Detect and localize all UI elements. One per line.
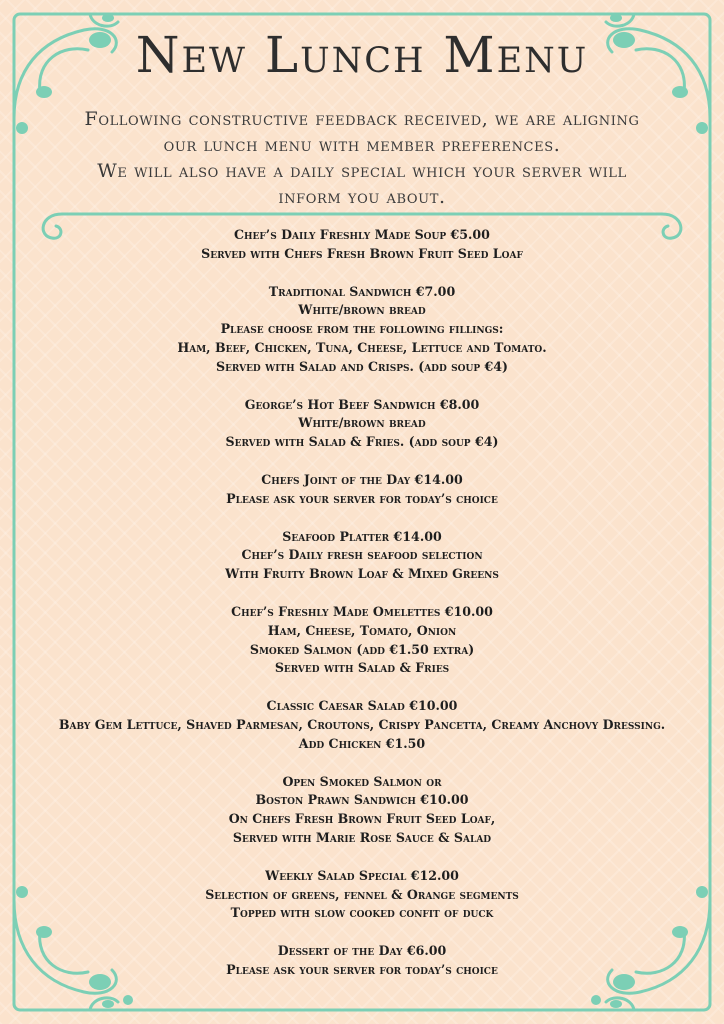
- menu-item-title: Weekly Salad Special €12.00: [265, 867, 459, 883]
- menu-item-title: Chef’s Freshly Made Omelettes €10.00: [231, 603, 493, 619]
- intro-line: our lunch menu with member preferences.: [163, 134, 561, 156]
- menu-item-detail: Please ask your server for today’s choice: [226, 961, 498, 977]
- menu-item-detail: Please ask your server for today’s choice: [226, 490, 498, 506]
- menu-item-title: Dessert of the Day €6.00: [277, 943, 447, 959]
- menu-item: [8, 471, 716, 509]
- menu-item-detail: Please choose from the following fillings:: [220, 321, 504, 337]
- menu-item-detail: Add Chicken €1.50: [298, 735, 426, 751]
- menu-item-detail: Ham, Cheese, Tomato, Onion: [267, 622, 457, 638]
- menu-item: [8, 942, 716, 980]
- menu-item-detail: Boston Prawn Sandwich €10.00: [255, 792, 469, 808]
- menu-item-title: Traditional Sandwich €7.00: [268, 283, 456, 299]
- menu-item-detail: Served with Chefs Fresh Brown Fruit Seed Loaf: [201, 245, 523, 261]
- menu-item: [8, 697, 716, 753]
- menu-item: [8, 528, 716, 584]
- menu-item-detail: White/brown bread: [298, 415, 426, 431]
- menu-item: [8, 867, 716, 923]
- menu-item-title: Chef’s Daily Freshly Made Soup €5.00: [234, 227, 490, 242]
- intro-line: Following constructive feedback received, we are aligning: [84, 108, 640, 130]
- menu-item-title: Chefs Joint of the Day €14.00: [261, 471, 463, 487]
- menu-item-detail: Selection of greens, fennel & Orange segments: [205, 886, 519, 902]
- intro-line: inform you about.: [278, 186, 446, 208]
- menu-item-title: George’s Hot Beef Sandwich €8.00: [244, 396, 480, 412]
- intro-text: [40, 106, 684, 210]
- menu-item: [8, 773, 716, 848]
- menu-item-detail: Ham, Beef, Chicken, Tuna, Cheese, Lettuce and Tomato.: [177, 339, 547, 355]
- menu-item-detail: Baby Gem Lettuce, Shaved Parmesan, Croutons, Crispy Pancetta, Creamy Anchovy Dressing.: [58, 716, 666, 732]
- menu-item-detail: Served with Salad and Crisps. (add soup €4): [215, 358, 509, 374]
- menu-item-detail: With Fruity Brown Loaf & Mixed Greens: [225, 566, 499, 582]
- menu-item-detail: Served with Salad & Fries: [274, 660, 450, 676]
- menu-item-title: Seafood Platter €14.00: [282, 528, 442, 544]
- menu-item: [8, 283, 716, 377]
- menu-item-detail: Served with Marie Rose Sauce & Salad: [232, 829, 492, 845]
- menu-list: [8, 226, 716, 999]
- intro-line: We will also have a daily special which your server will: [97, 160, 627, 182]
- menu-item-detail: Topped with slow cooked confit of duck: [230, 905, 494, 921]
- menu-item: [8, 226, 716, 264]
- menu-item: [8, 603, 716, 678]
- menu-item-title: Open Smoked Salmon or: [282, 773, 442, 789]
- page-title: New Lunch Menu: [135, 26, 589, 84]
- menu-item-detail: On Chefs Fresh Brown Fruit Seed Loaf,: [228, 811, 496, 827]
- menu-item-detail: White/brown bread: [298, 302, 426, 318]
- menu-item-detail: Smoked Salmon (add €1.50 extra): [249, 641, 475, 657]
- menu-item-detail: Served with Salad & Fries. (add soup €4): [225, 434, 499, 450]
- menu-item: [8, 396, 716, 452]
- menu-item-title: Classic Caesar Salad €10.00: [266, 698, 458, 714]
- menu-item-detail: Chef’s Daily fresh seafood selection: [241, 547, 483, 563]
